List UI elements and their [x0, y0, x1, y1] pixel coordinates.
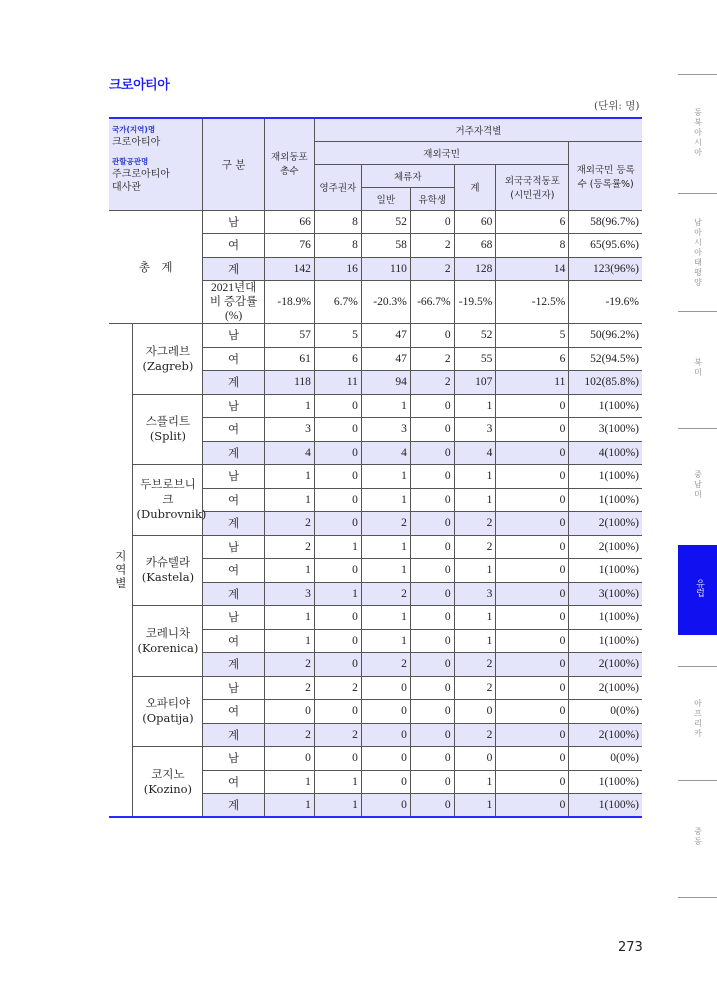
cell-value: 0	[361, 676, 410, 700]
cell-value: 0	[496, 559, 569, 583]
change-value: -18.9%	[264, 281, 314, 324]
cell-value: 1	[361, 465, 410, 489]
cell-value: 2(100%)	[569, 676, 642, 700]
cell-value: 0	[314, 441, 361, 465]
change-value: -66.7%	[410, 281, 454, 324]
row-label: 남	[203, 676, 265, 700]
cell-value: 0	[410, 418, 454, 442]
cell-value: 0	[410, 747, 454, 771]
row-label: 남	[203, 606, 265, 630]
change-value: -19.6%	[569, 281, 642, 324]
sidebar-item-label: 동북아시아	[694, 108, 702, 157]
cell-value: 0	[314, 418, 361, 442]
cell-value: 0	[454, 700, 496, 724]
cell-value: 58(96.7%)	[569, 210, 642, 234]
cell-value: 1	[314, 535, 361, 559]
sidebar-divider	[678, 666, 717, 667]
cell-value: 0	[361, 723, 410, 747]
cell-value: 1(100%)	[569, 606, 642, 630]
cell-value: 0	[496, 700, 569, 724]
cell-value: 2	[361, 512, 410, 536]
cell-value: 1	[264, 488, 314, 512]
row-label: 여	[203, 770, 265, 794]
cell-value: 1(100%)	[569, 394, 642, 418]
region-group-label: 지역별	[109, 324, 133, 818]
cell-value: 1	[454, 465, 496, 489]
cell-value: 0	[410, 535, 454, 559]
cell-value: 2	[314, 723, 361, 747]
cell-value: 65(95.6%)	[569, 234, 642, 258]
cell-value: 47	[361, 324, 410, 348]
change-value: -12.5%	[496, 281, 569, 324]
header-subtotal: 계	[454, 164, 496, 210]
cell-value: 0	[410, 723, 454, 747]
cell-value: 0	[410, 770, 454, 794]
cell-value: 110	[361, 257, 410, 281]
cell-value: 2	[454, 512, 496, 536]
cell-value: 0	[496, 535, 569, 559]
row-label: 여	[203, 629, 265, 653]
sidebar-item[interactable]	[678, 358, 717, 378]
cell-value: 94	[361, 371, 410, 395]
cell-value: 0	[314, 747, 361, 771]
cell-value: 123(96%)	[569, 257, 642, 281]
cell-value: 0	[410, 559, 454, 583]
cell-value: 4	[264, 441, 314, 465]
header-residence-status: 거주자격별	[314, 118, 642, 141]
cell-value: 4(100%)	[569, 441, 642, 465]
cell-value: 2(100%)	[569, 535, 642, 559]
cell-value: 3	[454, 582, 496, 606]
row-label: 남	[203, 394, 265, 418]
cell-value: 1	[314, 582, 361, 606]
row-label: 여	[203, 347, 265, 371]
cell-value: 2	[264, 512, 314, 536]
cell-value: 0	[314, 465, 361, 489]
cell-value: 1	[454, 794, 496, 818]
cell-value: 0	[314, 559, 361, 583]
header-foreign-national: 외국국적동포 (시민권자)	[496, 164, 569, 210]
cell-value: 1	[454, 629, 496, 653]
cell-value: 0	[410, 582, 454, 606]
cell-value: 1	[264, 559, 314, 583]
table-row	[109, 394, 642, 418]
cell-value: 0	[496, 465, 569, 489]
cell-value: 60	[454, 210, 496, 234]
cell-value: 5	[314, 324, 361, 348]
unit-note: (단위: 명)	[594, 100, 640, 112]
header-overseas-nationals: 재외국민	[314, 141, 568, 164]
cell-value: 1	[454, 606, 496, 630]
cell-value: 3(100%)	[569, 582, 642, 606]
cell-value: 1	[264, 629, 314, 653]
sidebar-item-label: 유럽	[694, 579, 704, 597]
cell-value: 0	[410, 488, 454, 512]
cell-value: 1	[264, 794, 314, 818]
sidebar-divider	[678, 311, 717, 312]
page-number: 273	[618, 940, 643, 955]
row-label: 계	[203, 723, 265, 747]
cell-value: 14	[496, 257, 569, 281]
cell-value: 2	[454, 676, 496, 700]
sidebar-item-label: 중남미	[694, 470, 702, 499]
cell-value: 0	[410, 465, 454, 489]
table-row	[109, 210, 642, 234]
cell-value: 47	[361, 347, 410, 371]
change-value: -19.5%	[454, 281, 496, 324]
cell-value: 1(100%)	[569, 465, 642, 489]
region-name: 자그레브 (Zagreb)	[133, 324, 203, 395]
row-label: 여	[203, 418, 265, 442]
row-label: 남	[203, 210, 265, 234]
region-name: 스플리트 (Split)	[133, 394, 203, 465]
cell-value: 1	[454, 394, 496, 418]
cell-value: 2	[454, 723, 496, 747]
cell-value: 102(85.8%)	[569, 371, 642, 395]
cell-value: 0	[496, 794, 569, 818]
cell-value: 118	[264, 371, 314, 395]
cell-value: 61	[264, 347, 314, 371]
cell-value: 3	[264, 582, 314, 606]
cell-value: 0	[361, 700, 410, 724]
header-registered: 재외국민 등록수 (등록률%)	[569, 141, 642, 210]
cell-value: 1	[264, 606, 314, 630]
cell-value: 0	[361, 794, 410, 818]
sidebar-item-label: 남아시아태평양	[694, 218, 702, 287]
cell-value: 0(0%)	[569, 700, 642, 724]
cell-value: 1	[361, 606, 410, 630]
table-row	[109, 535, 642, 559]
cell-value: 76	[264, 234, 314, 258]
cell-value: 3	[264, 418, 314, 442]
cell-value: 2	[410, 347, 454, 371]
cell-value: 11	[314, 371, 361, 395]
change-label: 2021년대비 증감률(%)	[203, 281, 265, 324]
sidebar-item[interactable]	[678, 108, 717, 158]
cell-value: 107	[454, 371, 496, 395]
cell-value: 0	[314, 488, 361, 512]
cell-value: 0	[361, 770, 410, 794]
row-label: 남	[203, 324, 265, 348]
sidebar-item[interactable]	[678, 470, 717, 500]
cell-value: 0	[496, 582, 569, 606]
cell-value: 2	[264, 535, 314, 559]
row-label: 계	[203, 441, 265, 465]
region-name: 코레니차 (Korenica)	[133, 606, 203, 677]
header-total-overseas: 재외동포 총수	[264, 118, 314, 210]
cell-value: 6	[496, 347, 569, 371]
cell-value: 1(100%)	[569, 629, 642, 653]
cell-value: 50(96.2%)	[569, 324, 642, 348]
cell-value: 16	[314, 257, 361, 281]
cell-value: 52	[454, 324, 496, 348]
cell-value: 68	[454, 234, 496, 258]
region-name: 오파티야 (Opatija)	[133, 676, 203, 747]
cell-value: 57	[264, 324, 314, 348]
cell-value: 0	[496, 723, 569, 747]
region-name: 카슈텔라 (Kastela)	[133, 535, 203, 606]
row-label: 여	[203, 559, 265, 583]
cell-value: 1	[314, 794, 361, 818]
header-corner: 국가(지역)명 크로아티아 관할공관명 주크로아티아 대사관	[109, 118, 203, 210]
cell-value: 2	[410, 234, 454, 258]
cell-value: 0	[361, 747, 410, 771]
change-value: 6.7%	[314, 281, 361, 324]
cell-value: 0	[410, 653, 454, 677]
cell-value: 2	[264, 653, 314, 677]
cell-value: 1	[454, 770, 496, 794]
cell-value: 128	[454, 257, 496, 281]
total-label: 총 계	[109, 210, 203, 324]
page-title: 크로아티아	[109, 78, 170, 93]
cell-value: 1	[264, 394, 314, 418]
sidebar-item-label: 중동	[694, 827, 702, 846]
cell-value: 2	[410, 371, 454, 395]
cell-value: 0	[314, 700, 361, 724]
header-sojourner: 체류자	[361, 164, 454, 187]
cell-value: 0	[314, 512, 361, 536]
sidebar-item-europe[interactable]	[678, 545, 717, 635]
sidebar-divider	[678, 74, 717, 75]
sidebar-divider	[678, 428, 717, 429]
cell-value: 2	[454, 535, 496, 559]
cell-value: 2	[264, 676, 314, 700]
cell-value: 1	[264, 465, 314, 489]
cell-value: 1	[454, 559, 496, 583]
cell-value: 0	[496, 653, 569, 677]
table-row	[109, 606, 642, 630]
cell-value: 3(100%)	[569, 418, 642, 442]
cell-value: 0	[314, 394, 361, 418]
row-label: 여	[203, 488, 265, 512]
cell-value: 6	[496, 210, 569, 234]
cell-value: 1	[454, 488, 496, 512]
cell-value: 0	[496, 418, 569, 442]
cell-value: 2(100%)	[569, 512, 642, 536]
cell-value: 0	[410, 700, 454, 724]
change-value: -20.3%	[361, 281, 410, 324]
row-label: 계	[203, 794, 265, 818]
row-label: 계	[203, 257, 265, 281]
cell-value: 0	[496, 394, 569, 418]
cell-value: 2	[361, 653, 410, 677]
row-label: 여	[203, 700, 265, 724]
cell-value: 52(94.5%)	[569, 347, 642, 371]
cell-value: 3	[361, 418, 410, 442]
cell-value: 52	[361, 210, 410, 234]
cell-value: 1	[264, 770, 314, 794]
cell-value: 0	[314, 629, 361, 653]
header-category: 구 분	[203, 118, 265, 210]
cell-value: 0	[496, 770, 569, 794]
cell-value: 1(100%)	[569, 794, 642, 818]
cell-value: 8	[496, 234, 569, 258]
cell-value: 0	[314, 653, 361, 677]
table-row	[109, 747, 642, 771]
sidebar-item[interactable]	[678, 699, 717, 739]
cell-value: 1	[314, 770, 361, 794]
cell-value: 3	[454, 418, 496, 442]
header-student: 유학생	[410, 187, 454, 210]
cell-value: 0	[314, 606, 361, 630]
cell-value: 0	[410, 210, 454, 234]
table-header	[109, 118, 642, 210]
cell-value: 0	[496, 629, 569, 653]
row-label: 여	[203, 234, 265, 258]
sidebar-item-label: 북미	[694, 358, 702, 377]
row-label: 남	[203, 535, 265, 559]
cell-value: 66	[264, 210, 314, 234]
cell-value: 0	[410, 794, 454, 818]
cell-value: 0	[496, 676, 569, 700]
cell-value: 0	[410, 606, 454, 630]
cell-value: 0	[454, 747, 496, 771]
cell-value: 1	[361, 394, 410, 418]
row-label: 남	[203, 465, 265, 489]
cell-value: 1(100%)	[569, 559, 642, 583]
sidebar-divider	[678, 780, 717, 781]
cell-value: 2	[314, 676, 361, 700]
cell-value: 5	[496, 324, 569, 348]
cell-value: 6	[314, 347, 361, 371]
cell-value: 0(0%)	[569, 747, 642, 771]
cell-value: 2(100%)	[569, 723, 642, 747]
cell-value: 0	[410, 629, 454, 653]
row-label: 계	[203, 512, 265, 536]
cell-value: 0	[264, 747, 314, 771]
row-label: 계	[203, 582, 265, 606]
cell-value: 2	[454, 653, 496, 677]
cell-value: 55	[454, 347, 496, 371]
sidebar-item[interactable]	[678, 218, 717, 288]
cell-value: 11	[496, 371, 569, 395]
cell-value: 4	[361, 441, 410, 465]
row-label: 계	[203, 371, 265, 395]
row-label: 남	[203, 747, 265, 771]
cell-value: 2	[410, 257, 454, 281]
sidebar-item[interactable]	[678, 827, 717, 847]
cell-value: 58	[361, 234, 410, 258]
cell-value: 0	[496, 747, 569, 771]
sidebar-divider	[678, 193, 717, 194]
cell-value: 0	[410, 324, 454, 348]
cell-value: 0	[496, 441, 569, 465]
cell-value: 1(100%)	[569, 488, 642, 512]
table-row	[109, 465, 642, 489]
cell-value: 0	[410, 512, 454, 536]
cell-value: 0	[496, 488, 569, 512]
sidebar-item-label: 아프리카	[694, 699, 702, 738]
row-label: 계	[203, 653, 265, 677]
region-name: 코지노 (Kozino)	[133, 747, 203, 818]
cell-value: 0	[264, 700, 314, 724]
cell-value: 8	[314, 234, 361, 258]
stats-table	[109, 117, 642, 818]
cell-value: 0	[496, 606, 569, 630]
header-general: 일반	[361, 187, 410, 210]
cell-value: 0	[410, 676, 454, 700]
cell-value: 1	[361, 559, 410, 583]
cell-value: 2(100%)	[569, 653, 642, 677]
cell-value: 0	[410, 441, 454, 465]
cell-value: 1	[361, 488, 410, 512]
table-body	[109, 210, 642, 817]
cell-value: 1	[361, 535, 410, 559]
cell-value: 2	[361, 582, 410, 606]
cell-value: 0	[410, 394, 454, 418]
cell-value: 8	[314, 210, 361, 234]
cell-value: 142	[264, 257, 314, 281]
cell-value: 1(100%)	[569, 770, 642, 794]
region-name: 두브로브니크 (Dubrovnik)	[133, 465, 203, 536]
cell-value: 1	[361, 629, 410, 653]
table-row	[109, 324, 642, 348]
cell-value: 2	[264, 723, 314, 747]
cell-value: 4	[454, 441, 496, 465]
table-row	[109, 676, 642, 700]
header-permanent-resident: 영주권자	[314, 164, 361, 210]
cell-value: 0	[496, 512, 569, 536]
sidebar-divider	[678, 897, 717, 898]
